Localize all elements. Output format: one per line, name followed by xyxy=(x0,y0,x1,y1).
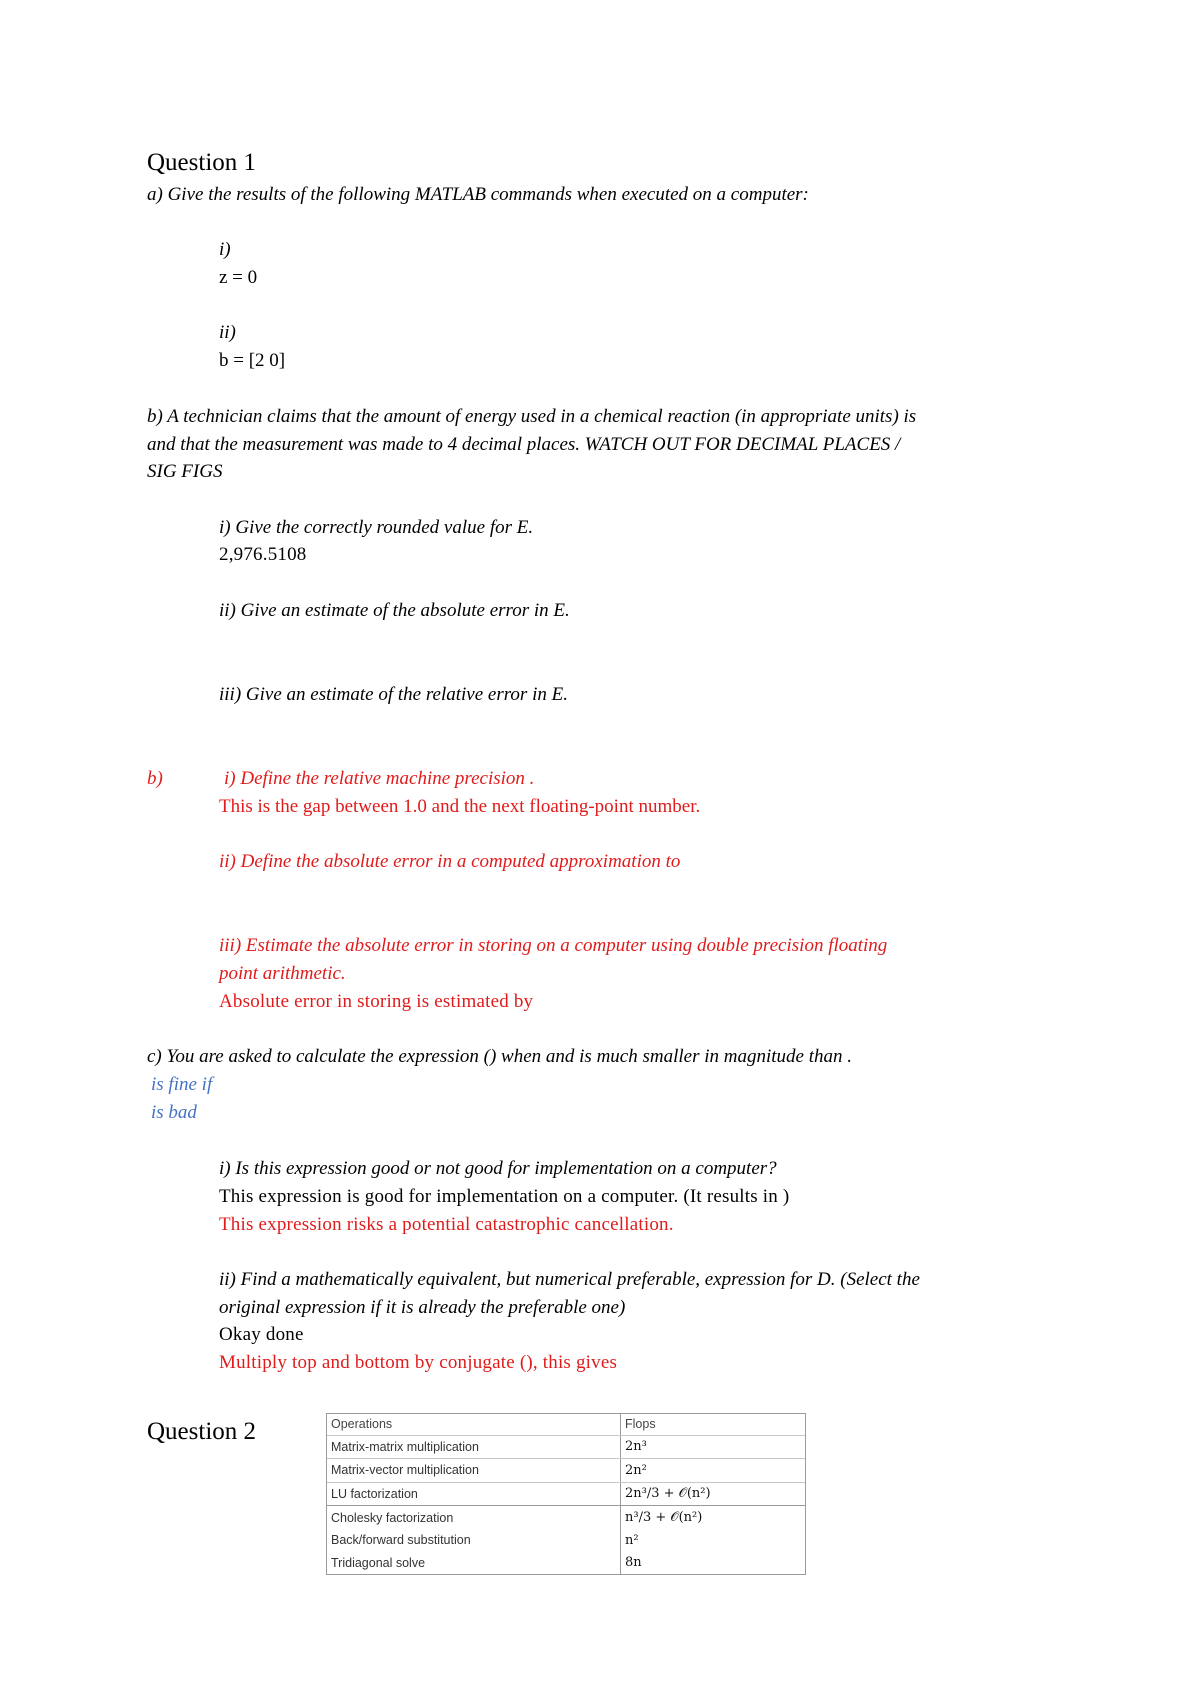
table-header-row xyxy=(327,1414,805,1435)
q1b-prompt-line2: and that the measurement was made to 4 decimal places. WATCH OUT FOR DECIMAL PLACES / xyxy=(147,434,901,455)
header-flops: Flops xyxy=(621,1414,806,1435)
table-row xyxy=(327,1482,805,1506)
table-row xyxy=(327,1551,805,1574)
table-row xyxy=(327,1529,805,1552)
flops-cell: 2n³ xyxy=(621,1435,806,1459)
q1b2-iii-answer: Absolute error in storing is estimated by xyxy=(219,991,534,1012)
q1c-note-bad: is bad xyxy=(151,1102,197,1123)
q1c-ii-answer-done: Okay done xyxy=(219,1324,304,1345)
flops-cell: 8n xyxy=(621,1551,806,1574)
q1c-i-answer-cancellation: This expression risks a potential catastrophic cancellation. xyxy=(219,1214,674,1235)
q1b2-i-answer: This is the gap between 1.0 and the next floating-point number. xyxy=(219,796,701,817)
question-1-heading: Question 1 xyxy=(147,149,257,176)
table-row xyxy=(327,1459,805,1483)
flops-cell: n³/3 + 𝒪(n²) xyxy=(621,1506,806,1529)
header-operations: Operations xyxy=(327,1414,621,1435)
q1c-i-question: i) Is this expression good or not good for implementation on a computer? xyxy=(219,1158,777,1179)
q1b-i-question: i) Give the correctly rounded value for E. xyxy=(219,517,534,538)
q1a-ii-answer: b = [2 0] xyxy=(219,350,286,371)
q1a-i-answer: z = 0 xyxy=(219,267,258,288)
q1b-prompt-line1: b) A technician claims that the amount of energy used in a chemical reaction (in appropriate units) is xyxy=(147,406,917,427)
q1b-prompt-line3: SIG FIGS xyxy=(147,461,223,482)
flops-table xyxy=(327,1414,805,1574)
q1b2-i-question: i) Define the relative machine precision . xyxy=(224,768,535,789)
q1b-iii-question: iii) Give an estimate of the relative error in E. xyxy=(219,684,568,705)
q1c-ii-question-line2: original expression if it is already the preferable one) xyxy=(219,1297,626,1318)
q1b2-iii-question-line2: point arithmetic. xyxy=(219,963,346,984)
q1c-ii-question-line1: ii) Find a mathematically equivalent, but numerical preferable, expression for D. (Select the xyxy=(219,1269,920,1290)
q1b2-label: b) xyxy=(147,768,163,789)
flops-cell: 2n³/3 + 𝒪(n²) xyxy=(621,1482,806,1506)
q1a-i-label: i) xyxy=(219,239,231,260)
question-2-heading: Question 2 xyxy=(147,1418,257,1445)
flops-table-image xyxy=(326,1413,806,1575)
q1c-note-fine: is fine if xyxy=(151,1074,213,1095)
q1c-prompt: c) You are asked to calculate the expression () when and is much smaller in magnitude than . xyxy=(147,1046,853,1067)
q1c-i-answer-good: This expression is good for implementation on a computer. (It results in ) xyxy=(219,1186,790,1207)
operation-cell: Tridiagonal solve xyxy=(331,1555,426,1570)
operation-cell: Cholesky factorization xyxy=(331,1510,454,1525)
flops-cell: n² xyxy=(621,1529,806,1552)
q1b2-iii-question-line1: iii) Estimate the absolute error in storing on a computer using double precision floating xyxy=(219,935,888,956)
operation-cell: LU factorization xyxy=(327,1482,621,1506)
q1a-prompt: a) Give the results of the following MATLAB commands when executed on a computer: xyxy=(147,184,809,205)
q1b-i-answer: 2,976.5108 xyxy=(219,544,307,565)
table-row xyxy=(327,1506,805,1529)
q1b-ii-question: ii) Give an estimate of the absolute error in E. xyxy=(219,600,570,621)
operation-cell: Matrix-matrix multiplication xyxy=(327,1435,621,1459)
q1c-ii-answer-conjugate: Multiply top and bottom by conjugate (), this gives xyxy=(219,1352,618,1373)
operation-cell: Matrix-vector multiplication xyxy=(327,1459,621,1483)
flops-cell: 2n² xyxy=(621,1459,806,1483)
table-row xyxy=(327,1435,805,1459)
q1b2-ii-question: ii) Define the absolute error in a computed approximation to xyxy=(219,851,681,872)
q1a-ii-label: ii) xyxy=(219,322,236,343)
operation-cell: Back/forward substitution xyxy=(331,1533,471,1548)
